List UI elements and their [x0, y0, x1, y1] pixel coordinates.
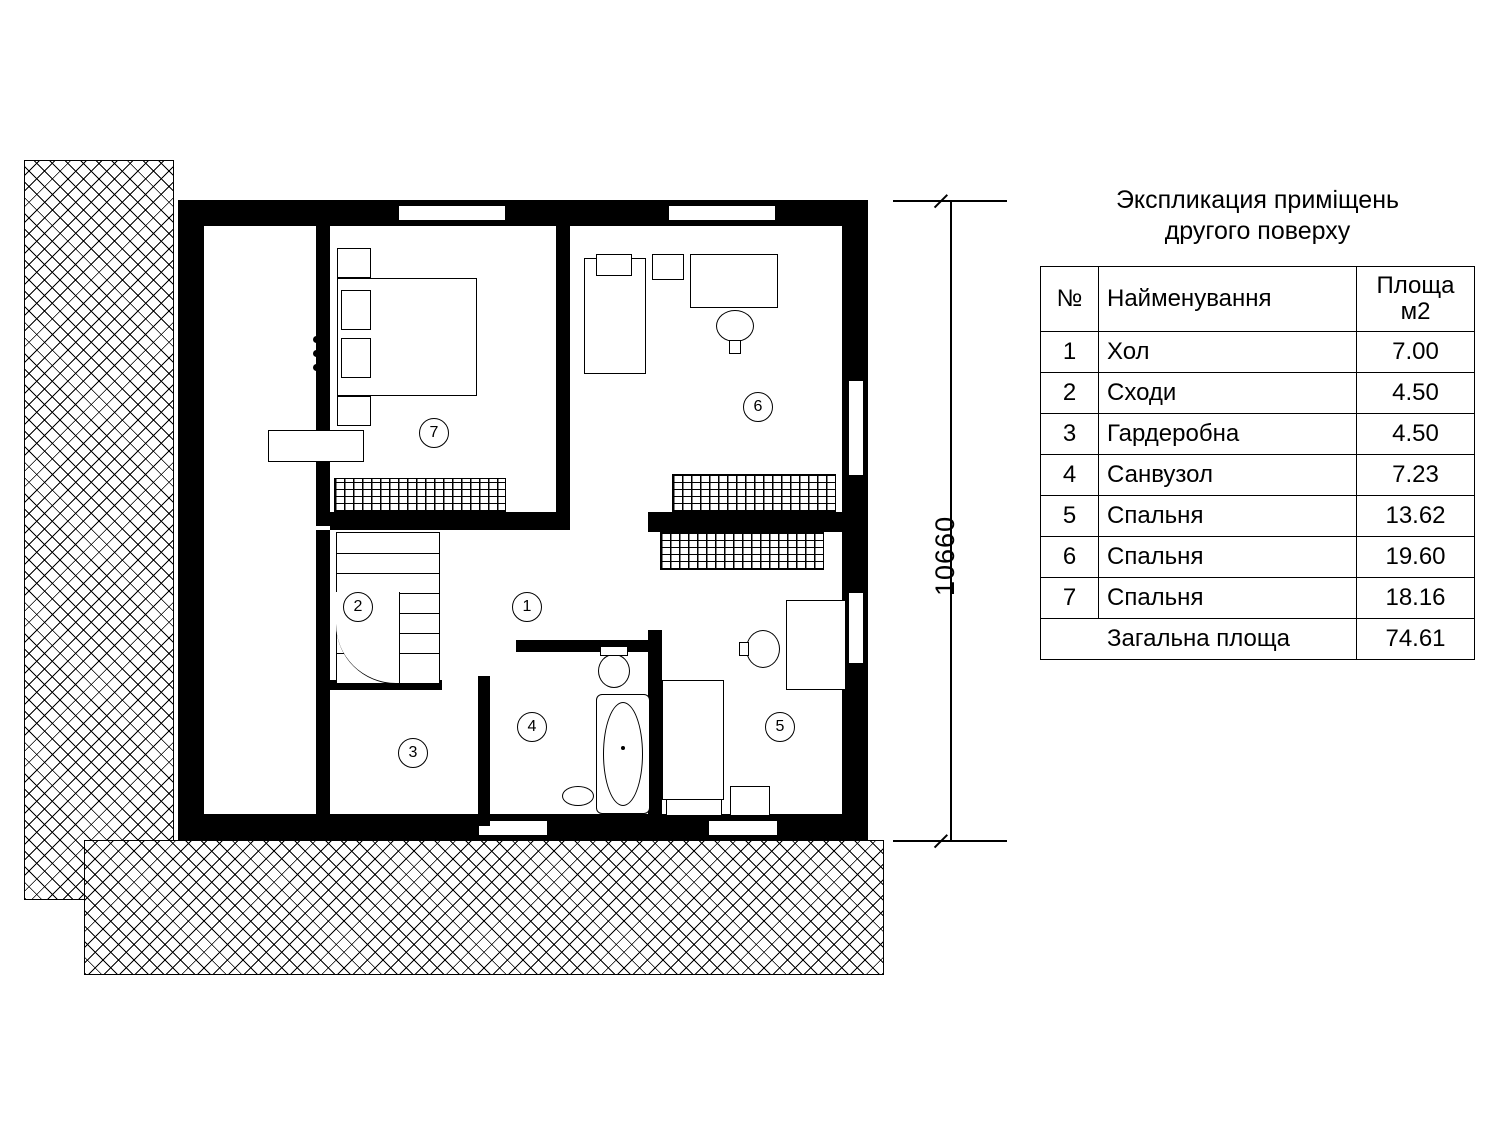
row-name: Спальня	[1099, 537, 1357, 578]
bathtub-drain	[621, 746, 625, 750]
bed-7-pillow-b	[341, 338, 371, 378]
bed-7-marker-3	[313, 364, 320, 371]
table-row	[1041, 578, 1475, 619]
table-row	[1041, 455, 1475, 496]
interior-wall-wardrobe-left	[316, 226, 330, 526]
dimension-tick-bottom	[893, 840, 1007, 842]
room-tag-2: 2	[343, 592, 373, 622]
total-label: Загальна площа	[1041, 619, 1357, 660]
window-top-left	[398, 205, 506, 221]
room-tag-3: 3	[398, 738, 428, 768]
row-number: 2	[1041, 373, 1099, 414]
header-area-line1: Площа	[1376, 271, 1455, 299]
explication-table	[1040, 266, 1475, 661]
row-name: Хол	[1099, 332, 1357, 373]
row-number: 5	[1041, 496, 1099, 537]
explication-title	[1040, 185, 1475, 248]
row-area: 19.60	[1357, 537, 1475, 578]
header-area	[1357, 266, 1475, 332]
room-tag-6: 6	[743, 392, 773, 422]
row-name: Спальня	[1099, 496, 1357, 537]
row-name: Сходи	[1099, 373, 1357, 414]
header-name: Найменування	[1099, 266, 1357, 332]
row-number: 6	[1041, 537, 1099, 578]
row-number: 3	[1041, 414, 1099, 455]
row-area: 18.16	[1357, 578, 1475, 619]
interior-wall-bath-horizontal	[516, 640, 662, 652]
room-tag-7: 7	[419, 418, 449, 448]
nightstand-6	[652, 254, 684, 280]
wall-marker-r1	[746, 521, 753, 528]
row-number: 4	[1041, 455, 1099, 496]
window-bottom-right	[708, 820, 778, 836]
room-tag-1: 1	[512, 592, 542, 622]
interior-wall-storage-vertical	[316, 530, 330, 830]
room-tag-5: 5	[765, 712, 795, 742]
interior-wall-corridor-vertical	[478, 676, 490, 826]
table-header-row	[1041, 266, 1475, 332]
bed-7-marker-1	[313, 336, 320, 343]
explication-title-line1: Экспликация приміщень	[1115, 186, 1400, 214]
nightstand-7-top	[337, 248, 371, 278]
interior-wall-horizontal-right	[648, 512, 868, 532]
toilet-4-tank	[600, 646, 628, 656]
table-total-row	[1041, 619, 1475, 660]
row-area: 4.50	[1357, 373, 1475, 414]
paving-hatch-left	[24, 160, 174, 900]
row-name: Спальня	[1099, 578, 1357, 619]
dimension-tick-top	[893, 200, 1007, 202]
desk-5	[786, 600, 846, 690]
exterior-wall-left	[178, 200, 204, 840]
wardrobe-5-hatch	[660, 532, 824, 570]
header-number: №	[1041, 266, 1099, 332]
table-row	[1041, 332, 1475, 373]
desk-7	[268, 430, 364, 462]
window-right-upper	[848, 380, 864, 476]
paving-hatch-bottom	[84, 840, 884, 975]
room-tag-4: 4	[517, 712, 547, 742]
cabinet-5	[730, 786, 770, 816]
chair-5-base	[739, 642, 749, 656]
nightstand-7-bottom	[337, 396, 371, 426]
window-top-right	[668, 205, 776, 221]
interior-wall-bath-vertical	[648, 630, 662, 826]
dimension-label-height: 10660	[930, 515, 960, 596]
wall-marker-r3	[788, 521, 795, 528]
explication-title-line2: другого поверху	[1164, 217, 1351, 246]
chair-5	[746, 630, 780, 668]
row-number: 1	[1041, 332, 1099, 373]
window-right-lower	[848, 592, 864, 664]
bed-6-pillow	[596, 254, 632, 276]
wardrobe-7-hatch	[334, 478, 506, 512]
stair-tread	[337, 553, 439, 554]
row-area: 7.00	[1357, 332, 1475, 373]
table-row	[1041, 414, 1475, 455]
row-area: 13.62	[1357, 496, 1475, 537]
stair-tread	[337, 573, 439, 574]
row-number: 7	[1041, 578, 1099, 619]
bed-7-marker-2	[313, 350, 320, 357]
row-name: Санвузол	[1099, 455, 1357, 496]
row-name: Гардеробна	[1099, 414, 1357, 455]
row-area: 4.50	[1357, 414, 1475, 455]
table-row	[1041, 537, 1475, 578]
header-area-line2: м2	[1400, 297, 1431, 325]
bathtub-4-inner	[603, 702, 643, 806]
wall-marker-r2	[768, 521, 775, 528]
row-area: 7.23	[1357, 455, 1475, 496]
interior-wall-vertical-center-top	[556, 226, 570, 526]
chair-6-base	[729, 340, 741, 354]
total-area: 74.61	[1357, 619, 1475, 660]
sink-4	[562, 786, 594, 806]
storage-5	[662, 680, 724, 800]
interior-wall-horizontal-left	[330, 512, 570, 530]
explication-panel	[1040, 185, 1475, 660]
chair-6	[716, 310, 754, 342]
table-row	[1041, 496, 1475, 537]
wardrobe-6-hatch	[672, 474, 836, 512]
desk-6	[690, 254, 778, 308]
table-row	[1041, 373, 1475, 414]
toilet-4	[598, 654, 630, 688]
bed-7-pillow-a	[341, 290, 371, 330]
